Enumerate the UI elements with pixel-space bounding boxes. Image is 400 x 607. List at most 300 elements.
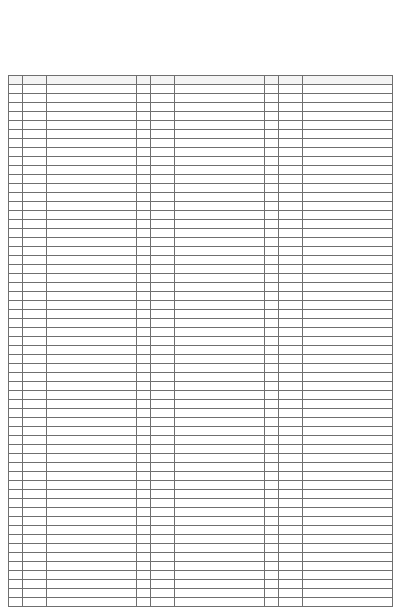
name-cell — [47, 418, 137, 427]
seq-cell — [9, 508, 23, 517]
code-cell — [279, 373, 303, 382]
code-cell — [279, 166, 303, 175]
seq-cell — [265, 229, 279, 238]
name-cell — [303, 328, 393, 337]
code-cell — [23, 391, 47, 400]
name-cell — [303, 310, 393, 319]
code-cell — [279, 202, 303, 211]
name-cell — [303, 544, 393, 553]
code-cell — [151, 175, 175, 184]
code-cell — [151, 337, 175, 346]
seq-cell — [137, 544, 151, 553]
name-cell — [303, 508, 393, 517]
category-header — [175, 85, 265, 94]
seq-cell — [137, 373, 151, 382]
code-cell — [279, 292, 303, 301]
name-cell — [303, 184, 393, 193]
seq-cell — [265, 121, 279, 130]
seq-cell — [265, 274, 279, 283]
code-cell — [151, 283, 175, 292]
seq-cell — [265, 193, 279, 202]
seq-cell — [9, 499, 23, 508]
code-cell — [23, 454, 47, 463]
name-cell — [175, 193, 265, 202]
code-cell — [279, 220, 303, 229]
seq-cell — [265, 283, 279, 292]
code-cell — [279, 283, 303, 292]
name-cell — [303, 112, 393, 121]
code-cell — [23, 355, 47, 364]
table-row — [9, 499, 393, 508]
code-cell — [23, 319, 47, 328]
seq-cell — [9, 409, 23, 418]
name-cell — [175, 436, 265, 445]
category-header — [175, 238, 265, 247]
name-cell — [175, 355, 265, 364]
name-cell — [47, 274, 137, 283]
table-row — [9, 175, 393, 184]
name-cell — [47, 337, 137, 346]
name-cell — [47, 364, 137, 373]
table-row — [9, 436, 393, 445]
seq-cell — [265, 157, 279, 166]
name-cell — [175, 301, 265, 310]
seq-cell — [265, 112, 279, 121]
name-cell — [47, 499, 137, 508]
code-cell — [279, 319, 303, 328]
code-cell — [23, 481, 47, 490]
name-cell — [175, 454, 265, 463]
name-cell — [303, 301, 393, 310]
code-cell — [151, 409, 175, 418]
code-cell — [23, 580, 47, 589]
code-cell — [151, 112, 175, 121]
col-header-code — [279, 76, 303, 85]
table-row — [9, 481, 393, 490]
seq-cell — [9, 400, 23, 409]
seq-cell — [265, 166, 279, 175]
table-row — [9, 121, 393, 130]
seq-cell — [265, 409, 279, 418]
name-cell — [303, 211, 393, 220]
seq-cell — [265, 202, 279, 211]
code-cell — [279, 553, 303, 562]
name-cell — [303, 373, 393, 382]
code-cell — [23, 202, 47, 211]
code-cell — [151, 319, 175, 328]
seq-cell — [137, 193, 151, 202]
seq-cell — [265, 139, 279, 148]
seq-cell — [9, 427, 23, 436]
seq-cell — [265, 373, 279, 382]
name-cell — [47, 193, 137, 202]
table-row — [9, 94, 393, 103]
code-cell — [151, 553, 175, 562]
seq-cell — [9, 310, 23, 319]
seq-cell — [9, 382, 23, 391]
code-cell — [23, 148, 47, 157]
name-cell — [47, 400, 137, 409]
seq-cell — [137, 319, 151, 328]
table-row — [9, 373, 393, 382]
col-header-seq — [137, 76, 151, 85]
name-cell — [47, 310, 137, 319]
name-cell — [303, 364, 393, 373]
code-cell — [151, 103, 175, 112]
seq-cell — [137, 463, 151, 472]
seq-cell — [137, 409, 151, 418]
table-row — [9, 157, 393, 166]
seq-cell — [9, 445, 23, 454]
seq-cell — [9, 256, 23, 265]
code-cell — [151, 580, 175, 589]
name-cell — [303, 283, 393, 292]
code-cell — [279, 337, 303, 346]
code-cell — [151, 265, 175, 274]
code-cell — [23, 445, 47, 454]
seq-cell — [265, 301, 279, 310]
table-row — [9, 571, 393, 580]
name-cell — [303, 121, 393, 130]
seq-cell — [137, 184, 151, 193]
seq-cell — [265, 562, 279, 571]
table-row — [9, 418, 393, 427]
table-row — [9, 472, 393, 481]
table-row — [9, 427, 393, 436]
table-row — [9, 544, 393, 553]
name-cell — [47, 517, 137, 526]
name-cell — [303, 355, 393, 364]
category-header — [303, 148, 393, 157]
seq-cell — [9, 463, 23, 472]
seq-cell — [9, 337, 23, 346]
name-cell — [47, 211, 137, 220]
seq-cell — [9, 490, 23, 499]
table-row — [9, 346, 393, 355]
seq-cell — [265, 337, 279, 346]
code-cell — [151, 382, 175, 391]
name-cell — [303, 436, 393, 445]
seq-cell — [9, 436, 23, 445]
code-cell — [23, 409, 47, 418]
code-cell — [151, 346, 175, 355]
col-header-name — [175, 76, 265, 85]
code-cell — [23, 184, 47, 193]
seq-cell — [9, 130, 23, 139]
seq-cell — [9, 481, 23, 490]
name-cell — [47, 553, 137, 562]
seq-cell — [265, 481, 279, 490]
code-cell — [279, 526, 303, 535]
name-cell — [47, 328, 137, 337]
name-cell — [175, 517, 265, 526]
seq-cell — [9, 184, 23, 193]
name-cell — [47, 382, 137, 391]
seq-cell — [9, 94, 23, 103]
code-cell — [23, 517, 47, 526]
name-cell — [303, 499, 393, 508]
seq-cell — [137, 535, 151, 544]
code-cell — [279, 310, 303, 319]
code-cell — [23, 490, 47, 499]
seq-cell — [9, 418, 23, 427]
seq-cell — [137, 427, 151, 436]
seq-cell — [9, 265, 23, 274]
seq-cell — [137, 283, 151, 292]
seq-cell — [265, 103, 279, 112]
code-cell — [151, 517, 175, 526]
seq-cell — [9, 598, 23, 607]
name-cell — [303, 157, 393, 166]
seq-cell — [265, 553, 279, 562]
code-cell — [23, 562, 47, 571]
code-cell — [279, 445, 303, 454]
name-cell — [303, 400, 393, 409]
name-cell — [303, 580, 393, 589]
name-cell — [47, 256, 137, 265]
seq-cell — [137, 256, 151, 265]
name-cell — [303, 553, 393, 562]
code-cell — [151, 490, 175, 499]
name-cell — [47, 571, 137, 580]
seq-cell — [137, 211, 151, 220]
col-header-name — [47, 76, 137, 85]
table-row — [9, 562, 393, 571]
seq-cell — [137, 472, 151, 481]
seq-cell — [9, 202, 23, 211]
code-cell — [279, 391, 303, 400]
seq-cell — [137, 508, 151, 517]
table-body — [9, 85, 393, 607]
name-cell — [175, 481, 265, 490]
name-cell — [47, 445, 137, 454]
seq-cell — [137, 517, 151, 526]
code-cell — [279, 175, 303, 184]
name-cell — [175, 346, 265, 355]
table-row — [9, 328, 393, 337]
name-cell — [175, 139, 265, 148]
seq-cell — [9, 472, 23, 481]
code-cell — [23, 130, 47, 139]
code-cell — [23, 112, 47, 121]
code-cell — [23, 85, 47, 94]
name-cell — [175, 562, 265, 571]
name-cell — [175, 94, 265, 103]
code-cell — [279, 148, 303, 157]
seq-cell — [9, 139, 23, 148]
name-cell — [175, 391, 265, 400]
seq-cell — [265, 580, 279, 589]
code-cell — [279, 256, 303, 265]
name-cell — [47, 535, 137, 544]
name-cell — [303, 166, 393, 175]
seq-cell — [137, 139, 151, 148]
code-cell — [279, 139, 303, 148]
code-cell — [279, 409, 303, 418]
name-cell — [303, 247, 393, 256]
name-cell — [303, 409, 393, 418]
seq-cell — [9, 391, 23, 400]
seq-cell — [265, 238, 279, 247]
name-cell — [175, 148, 265, 157]
name-cell — [47, 391, 137, 400]
name-cell — [47, 544, 137, 553]
table-row — [9, 553, 393, 562]
seq-cell — [265, 490, 279, 499]
name-cell — [47, 589, 137, 598]
code-cell — [151, 508, 175, 517]
seq-cell — [137, 490, 151, 499]
code-cell — [151, 598, 175, 607]
seq-cell — [9, 157, 23, 166]
code-cell — [151, 436, 175, 445]
name-cell — [47, 139, 137, 148]
code-cell — [23, 373, 47, 382]
seq-cell — [137, 166, 151, 175]
code-cell — [151, 166, 175, 175]
name-cell — [303, 391, 393, 400]
seq-cell — [137, 121, 151, 130]
seq-cell — [265, 427, 279, 436]
code-cell — [151, 94, 175, 103]
name-cell — [303, 319, 393, 328]
code-cell — [151, 427, 175, 436]
name-cell — [303, 265, 393, 274]
code-cell — [23, 238, 47, 247]
seq-cell — [9, 580, 23, 589]
code-cell — [151, 418, 175, 427]
code-cell — [23, 589, 47, 598]
seq-cell — [265, 310, 279, 319]
table-row — [9, 85, 393, 94]
name-cell — [303, 274, 393, 283]
code-cell — [279, 508, 303, 517]
table-row — [9, 319, 393, 328]
code-cell — [279, 121, 303, 130]
code-cell — [23, 418, 47, 427]
name-cell — [47, 130, 137, 139]
table-row — [9, 265, 393, 274]
name-cell — [47, 373, 137, 382]
code-cell — [151, 562, 175, 571]
seq-cell — [137, 265, 151, 274]
name-cell — [303, 562, 393, 571]
seq-cell — [9, 301, 23, 310]
seq-cell — [265, 400, 279, 409]
code-cell — [151, 301, 175, 310]
code-cell — [151, 274, 175, 283]
category-header — [175, 580, 265, 589]
name-cell — [303, 256, 393, 265]
code-cell — [279, 364, 303, 373]
table-row — [9, 391, 393, 400]
name-cell — [47, 157, 137, 166]
code-cell — [151, 445, 175, 454]
name-cell — [175, 418, 265, 427]
seq-cell — [265, 526, 279, 535]
seq-cell — [137, 274, 151, 283]
name-cell — [47, 472, 137, 481]
seq-cell — [9, 193, 23, 202]
name-cell — [47, 526, 137, 535]
seq-cell — [265, 292, 279, 301]
name-cell — [47, 292, 137, 301]
seq-cell — [265, 499, 279, 508]
seq-cell — [137, 589, 151, 598]
seq-cell — [265, 454, 279, 463]
table-row — [9, 130, 393, 139]
code-cell — [151, 589, 175, 598]
seq-cell — [9, 247, 23, 256]
table-row — [9, 580, 393, 589]
name-cell — [47, 454, 137, 463]
name-cell — [175, 445, 265, 454]
table-row — [9, 148, 393, 157]
name-cell — [47, 580, 137, 589]
name-cell — [175, 157, 265, 166]
code-cell — [151, 256, 175, 265]
table-row — [9, 400, 393, 409]
name-cell — [175, 490, 265, 499]
name-cell — [175, 526, 265, 535]
name-cell — [175, 472, 265, 481]
seq-cell — [9, 175, 23, 184]
name-cell — [175, 499, 265, 508]
code-cell — [279, 517, 303, 526]
seq-cell — [9, 238, 23, 247]
seq-cell — [137, 364, 151, 373]
code-cell — [279, 94, 303, 103]
seq-cell — [265, 364, 279, 373]
seq-cell — [9, 589, 23, 598]
code-cell — [279, 229, 303, 238]
code-cell — [279, 436, 303, 445]
seq-cell — [265, 418, 279, 427]
code-cell — [151, 481, 175, 490]
seq-cell — [265, 598, 279, 607]
name-cell — [303, 571, 393, 580]
name-cell — [175, 211, 265, 220]
code-cell — [151, 463, 175, 472]
table-row — [9, 193, 393, 202]
table-row — [9, 274, 393, 283]
code-cell — [23, 508, 47, 517]
table-row — [9, 238, 393, 247]
code-cell — [23, 103, 47, 112]
code-cell — [151, 247, 175, 256]
code-cell — [151, 373, 175, 382]
code-cell — [151, 526, 175, 535]
name-cell — [47, 94, 137, 103]
seq-cell — [265, 319, 279, 328]
code-cell — [23, 193, 47, 202]
seq-cell — [137, 157, 151, 166]
seq-cell — [137, 238, 151, 247]
table-row — [9, 364, 393, 373]
name-cell — [175, 328, 265, 337]
seq-cell — [9, 364, 23, 373]
code-cell — [279, 211, 303, 220]
name-cell — [303, 346, 393, 355]
code-cell — [279, 481, 303, 490]
table-row — [9, 211, 393, 220]
name-cell — [175, 373, 265, 382]
seq-cell — [265, 589, 279, 598]
name-cell — [175, 400, 265, 409]
category-header — [303, 85, 393, 94]
seq-cell — [137, 220, 151, 229]
table-row — [9, 535, 393, 544]
